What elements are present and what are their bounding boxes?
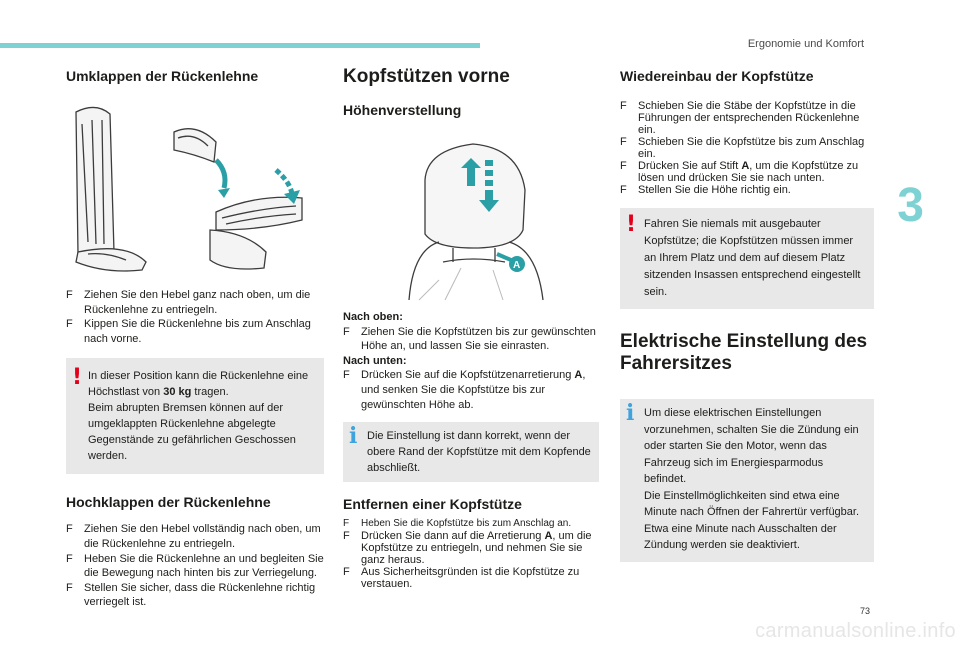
list-item: F Kippen Sie die Rückenlehne bis zum Anschlag nach vorne.	[66, 318, 311, 345]
warning-box: ! Fahren Sie niemals mit ausgebauter Kopfstütze; die Kopfstützen müssen immer an Ihrem Platz und dem auf diesem Platz sitzenden Insassen entsprechend eingestellt sein.	[620, 208, 874, 309]
bullet-icon: F	[66, 523, 73, 536]
list-item: F Stellen Sie die Höhe richtig ein.	[620, 184, 791, 196]
bullet-icon: F	[343, 369, 350, 382]
heading-fold-backrest: Umklappen der Rückenlehne	[66, 68, 259, 84]
warning-box: ! In dieser Position kann die Rückenlehne eine Höchstlast von 30 kg tragen. Beim abrupten Bremsen können auf der umgeklappten Rückenlehne abgelegte Gegenstände zu gefährlichen Geschossen werden.	[66, 358, 324, 474]
heading-reinstall-headrest: Wiedereinbau der Kopfstütze	[620, 68, 814, 84]
heading-front-headrests: Kopfstützen vorne	[343, 66, 510, 87]
list-item: F Drücken Sie auf Stift A, um die Kopfstütze zu lösen und drücken Sie sie nach unten.	[620, 160, 859, 184]
info-box: i Um diese elektrischen Einstellungen vorzunehmen, schalten Sie die Zündung ein oder starten Sie den Motor, wenn das Fahrzeug sich im Energiesparmodus befindet. Die Einstellmöglichkeiten sind etwa eine Minute nach Öffnen der Fahrertür verfügbar. Etwa eine Minute nach Ausschalten der Zündung werden sie deaktiviert.	[620, 399, 874, 562]
label-up: Nach oben:	[343, 311, 403, 323]
list-item: F Heben Sie die Rückenlehne an und begleiten Sie die Bewegung nach hinten bis zur Verriegelung.	[66, 552, 324, 580]
list-item: F Ziehen Sie den Hebel vollständig nach oben, um die Rückenlehne zu entriegeln.	[66, 523, 321, 550]
list-item: F Schieben Sie die Kopfstütze bis zum Anschlag ein.	[620, 136, 865, 160]
bullet-icon: F	[620, 100, 627, 112]
raise-steps-list	[66, 522, 324, 610]
seat-folding-illustration	[66, 102, 324, 272]
reinstall-steps-list	[620, 100, 874, 196]
fold-steps-list	[66, 288, 324, 346]
bullet-icon: F	[343, 530, 350, 543]
info-icon: i	[626, 400, 635, 426]
heading-remove-headrest: Entfernen einer Kopfstütze	[343, 496, 522, 513]
header-accent-bar	[0, 43, 480, 48]
bullet-icon: F	[66, 552, 73, 565]
bullet-icon: F	[66, 289, 73, 301]
column-seat-folding	[66, 68, 324, 610]
heading-electric-seat: Elektrische Einstellung des Fahrersitzes	[620, 331, 868, 374]
warning-icon: !	[72, 365, 83, 391]
down-steps-list	[343, 368, 599, 412]
column-headrests	[343, 66, 599, 590]
remove-steps-list	[343, 518, 599, 590]
bullet-icon: F	[343, 325, 350, 338]
bullet-icon: F	[343, 566, 350, 579]
list-item: F Aus Sicherheitsgründen ist die Kopfstütze zu verstauen.	[343, 566, 580, 591]
bullet-icon: F	[66, 318, 73, 331]
heading-raise-backrest: Hochklappen der Rückenlehne	[66, 494, 271, 511]
column-reinstall-electric	[620, 68, 874, 562]
bullet-icon: F	[343, 518, 350, 530]
list-item: F Stellen Sie sicher, dass die Rückenlehne richtig verriegelt ist.	[66, 581, 316, 609]
bullet-icon: F	[620, 184, 627, 196]
label-down: Nach unten:	[343, 354, 407, 367]
bullet-icon: F	[620, 160, 627, 172]
section-title: Ergonomie und Komfort	[747, 38, 864, 50]
info-box: i Die Einstellung ist dann korrekt, wenn der obere Rand der Kopfstütze mit dem Kopfende abschließt.	[343, 422, 599, 482]
label-a: A	[513, 260, 521, 271]
chapter-number: 3	[897, 179, 924, 232]
list-item: F Heben Sie die Kopfstütze bis zum Anschlag an.	[343, 518, 572, 530]
warning-icon: !	[626, 212, 637, 237]
up-steps-list	[343, 325, 599, 354]
list-item: F Ziehen Sie die Kopfstützen bis zur gewünschten Höhe an, und lassen Sie sie einrasten.	[343, 325, 596, 353]
list-item: F Ziehen Sie den Hebel ganz nach oben, um die Rückenlehne zu entriegeln.	[66, 289, 311, 316]
list-item: F Schieben Sie die Stäbe der Kopfstütze in die Führungen der entsprechenden Rückenlehne ein.	[620, 100, 860, 136]
bullet-icon: F	[66, 581, 73, 594]
list-item: F Drücken Sie dann auf die Arretierung A, um die Kopfstütze zu entriegeln, und nehmen Sie sie ganz heraus.	[343, 530, 592, 567]
headrest-illustration	[343, 130, 599, 302]
list-item: F Drücken Sie auf die Kopfstützenarretierung A, und senken Sie die Kopfstütze bis zur gewünschten Höhe ab.	[343, 369, 586, 411]
bullet-icon: F	[620, 136, 627, 148]
info-icon: i	[349, 423, 358, 450]
page-number: 73	[859, 606, 870, 616]
watermark: carmanualsonline.info	[755, 620, 956, 642]
heading-height-adjust: Höhenverstellung	[343, 102, 462, 118]
